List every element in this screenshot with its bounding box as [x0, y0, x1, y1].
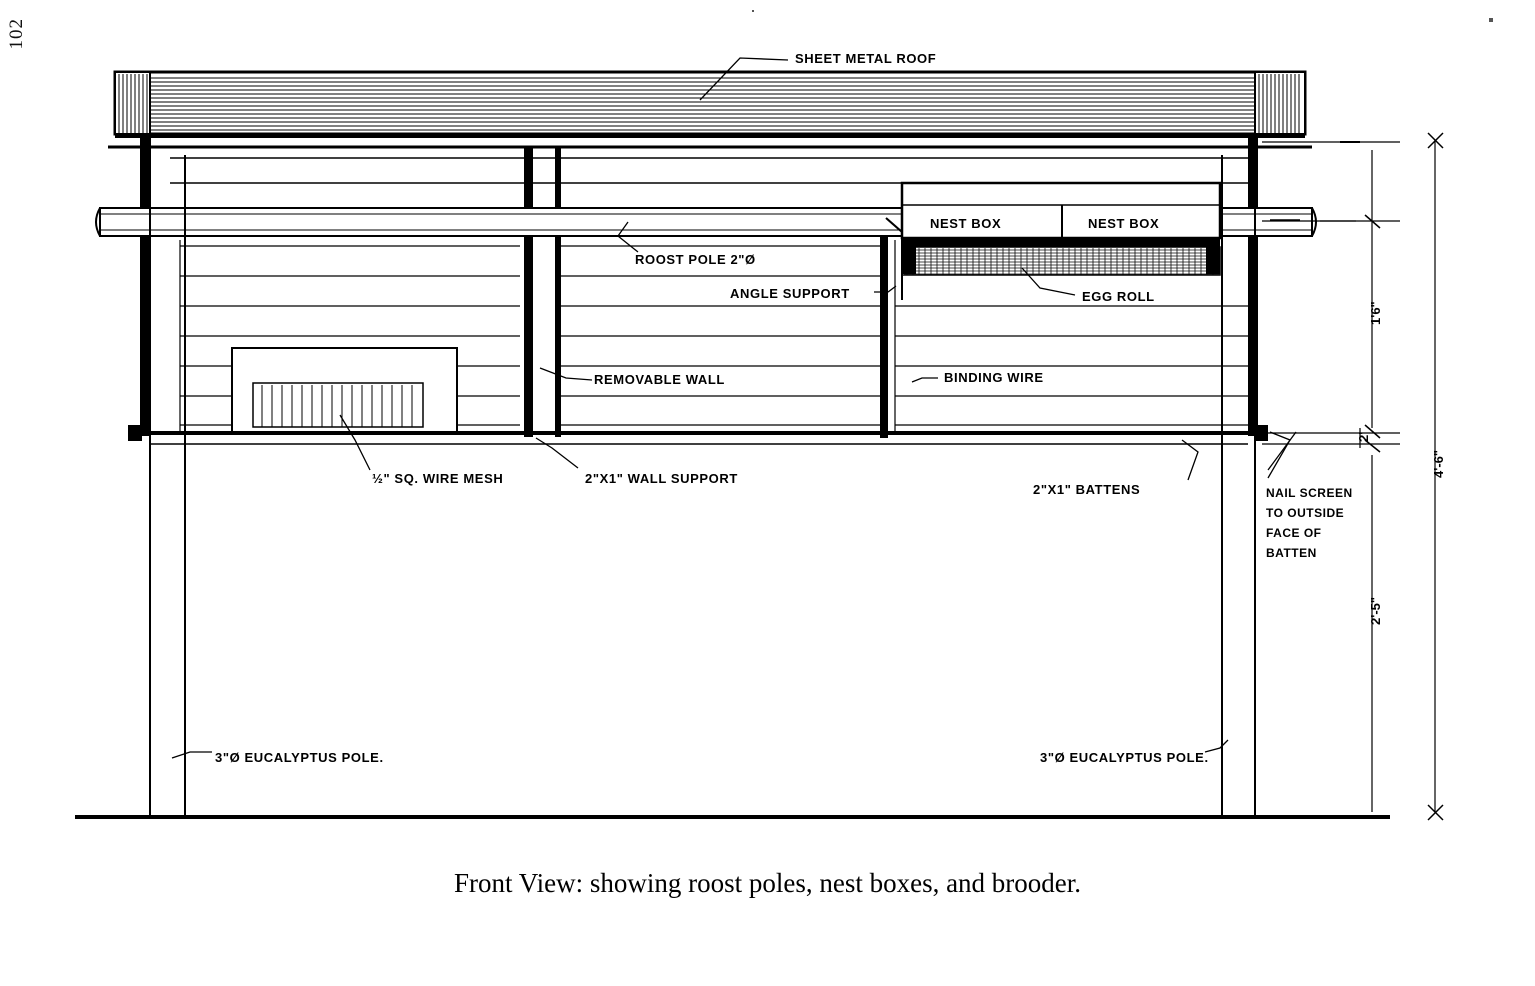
label-nest-box-right: NEST BOX — [1088, 216, 1160, 231]
label-nail-screen-line-1: NAIL SCREEN — [1266, 486, 1353, 500]
nest-box-assembly — [902, 183, 1220, 247]
sheet-metal-roof — [108, 72, 1312, 158]
label-wall-support: 2"X1" WALL SUPPORT — [585, 471, 738, 486]
label-angle-support: ANGLE SUPPORT — [730, 286, 850, 301]
label-sheet-metal-roof: SHEET METAL ROOF — [795, 51, 937, 66]
label-nail-screen-line-4: BATTEN — [1266, 546, 1317, 560]
figure-caption: Front View: showing roost poles, nest boxes, and brooder. — [453, 868, 1082, 898]
label-nest-box-left: NEST BOX — [930, 216, 1002, 231]
label-wire-mesh: ½" SQ. WIRE MESH — [372, 471, 504, 486]
label-nail-screen — [1266, 486, 1353, 560]
label-battens: 2"X1" BATTENS — [1033, 482, 1141, 497]
label-binding-wire: BINDING WIRE — [944, 370, 1044, 385]
label-roost-pole: ROOST POLE 2"Ø — [635, 252, 756, 267]
label-eucalyptus-pole-left: 3"Ø EUCALYPTUS POLE. — [215, 750, 384, 765]
dimension-middle: 2' — [1356, 431, 1371, 442]
dimension-overall: 4'-6" — [1431, 449, 1446, 478]
brooder-detail — [232, 348, 457, 433]
dimension-upper: 1'6" — [1368, 301, 1383, 325]
label-egg-roll: EGG ROLL — [1082, 289, 1155, 304]
label-removable-wall: REMOVABLE WALL — [594, 372, 725, 387]
page-number: 102 — [6, 18, 27, 50]
label-eucalyptus-pole-right: 3"Ø EUCALYPTUS POLE. — [1040, 750, 1209, 765]
label-nail-screen-line-2: TO OUTSIDE — [1266, 506, 1345, 520]
dimension-lower: 2'-5" — [1368, 596, 1383, 625]
label-nail-screen-line-3: FACE OF — [1266, 526, 1322, 540]
